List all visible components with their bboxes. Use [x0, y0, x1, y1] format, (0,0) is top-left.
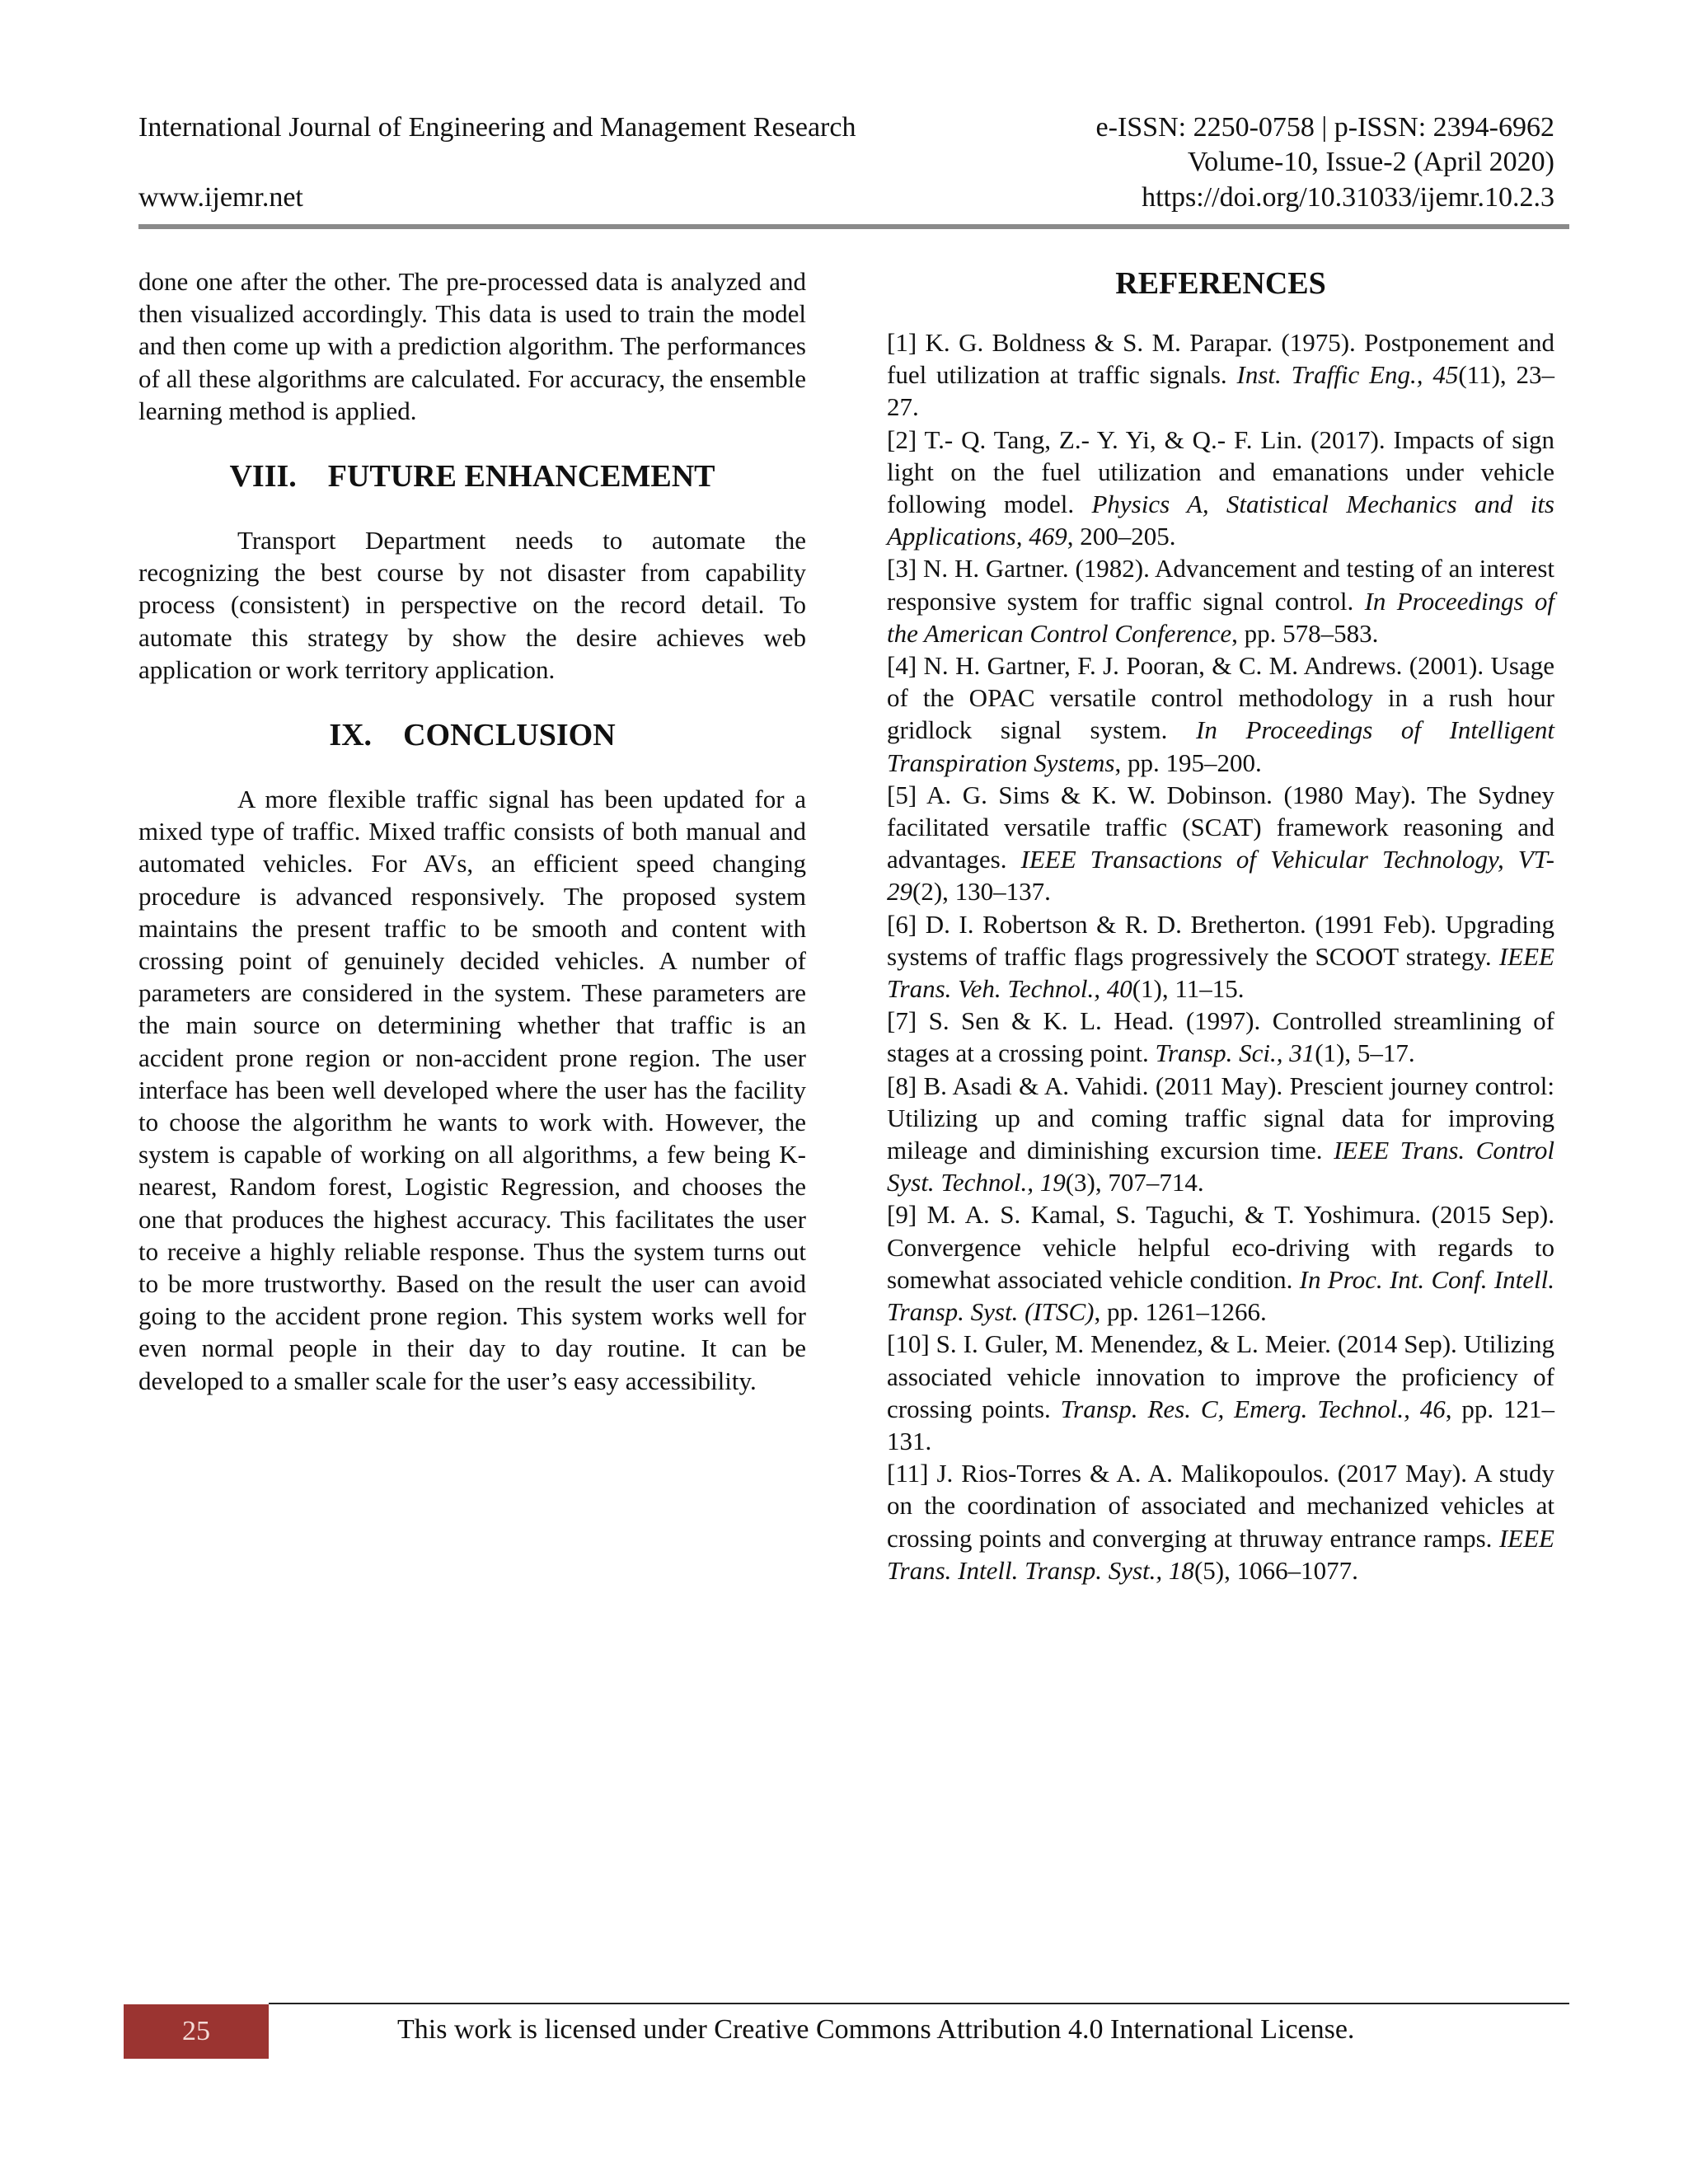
reference-item [887, 1328, 1554, 1457]
future-paragraph: Transport Department needs to automate the recognizing the best course by not disaster from capability process (consistent) in perspective on the record detail. To automate this strategy by show the desire achieves web application or work territory application. [138, 526, 806, 684]
reference-item [887, 424, 1554, 553]
reference-text: [9] M. A. S. Kamal, S. Taguchi, & T. Yoshimura. (2015 Sep). Convergence vehicle helpful eco-driving with regards to somewhat associated vehicle condition. [887, 1200, 1554, 1294]
reference-text: [8] B. Asadi & A. Vahidi. (2011 May). Prescient journey control: Utilizing up and coming traffic signal data for improving mileage and diminishing excursion time. [887, 1071, 1554, 1165]
reference-item [887, 1005, 1554, 1069]
right-column [887, 265, 1554, 1586]
reference-source: Transp. Sci., 31 [1155, 1038, 1315, 1068]
volume-issue: Volume-10, Issue-2 (April 2020) [1187, 147, 1554, 177]
reference-text: [3] N. H. Gartner. (1982). Advancement and testing of an interest responsive system for traffic signal control. [887, 554, 1554, 616]
left-column [138, 265, 806, 1397]
doi-link[interactable]: https://doi.org/10.31033/ijemr.10.2.3 [1142, 182, 1554, 213]
conclusion-paragraph: A more flexible traffic signal has been updated for a mixed type of traffic. Mixed traffic consists of both manual and automated vehicles. For AVs, an efficient speed changing procedure is advanced responsively. The proposed system maintains the present traffic to be smooth and content with crossing point of genuinely decided vehicles. A number of parameters are considered in the system. These parameters are the main source on determining whether that traffic is an accident prone region or non-accident prone region. The user interface has been well developed where the user has the facility to choose the algorithm he wants to work with. However, the system is capable of working on all algorithms, a few being K-nearest, Random forest, Logistic Regression, and chooses the one that produces the highest accuracy. This facilitates the user to receive a highly reliable response. Thus the system turns out to be more trustworthy. Based on the result the user can avoid going to the accident prone region. This system works well for even normal people in their day to day routine. It can be developed to a smaller scale for the user’s easy accessibility. [138, 785, 806, 1395]
section-heading-future [138, 458, 806, 494]
reference-source: In Proceedings of Intelligent Transpiration Systems [887, 715, 1554, 777]
reference-text: [11] J. Rios-Torres & A. A. Malikopoulos. (2017 May). A study on the coordination of associated and mechanized vehicles at crossing points and converging at thruway entrance ramps. [887, 1459, 1554, 1553]
section-title: FUTURE ENHANCEMENT [327, 459, 715, 494]
reference-source: Inst. Traffic Eng., 45 [1236, 360, 1459, 390]
reference-item [887, 1457, 1554, 1586]
reference-list [887, 326, 1554, 1586]
website-link[interactable]: www.ijemr.net [138, 182, 303, 213]
issn: e-ISSN: 2250-0758 | p-ISSN: 2394-6962 [1095, 112, 1554, 143]
reference-item [887, 1070, 1554, 1199]
header-rule [138, 224, 1569, 229]
section-number: VIII. [229, 459, 297, 494]
reference-text: [1] K. G. Boldness & S. M. Parapar. (1975). Postponement and fuel utilization at traffic signals. [887, 328, 1554, 390]
reference-text: [4] N. H. Gartner, F. J. Pooran, & C. M. Andrews. (2001). Usage of the OPAC versatile control methodology in a rush hour gridlock signal system. [887, 651, 1554, 745]
reference-item [887, 326, 1554, 424]
reference-pages: (5), 1066–1077. [1193, 1555, 1358, 1585]
intro-paragraph: done one after the other. The pre-processed data is analyzed and then visualized accordingly. This data is used to train the model and then come up with a prediction algorithm. The performances of all these algorithms are calculated. For accuracy, the ensemble learning method is applied. [138, 267, 806, 425]
license-text: This work is licensed under Creative Commons Attribution 4.0 International License. [397, 2014, 1355, 2045]
reference-text: [5] A. G. Sims & K. W. Dobinson. (1980 May). The Sydney facilitated versatile traffic (SCAT) framework reasoning and advantages. [887, 780, 1554, 874]
reference-source: IEEE Trans. Veh. Technol., 40 [887, 941, 1554, 1004]
reference-text: [10] S. I. Guler, M. Menendez, & L. Meier. (2014 Sep). Utilizing associated vehicle innovation to improve the proficiency of crossing points. [887, 1329, 1554, 1423]
page-number: 25 [124, 2004, 269, 2059]
reference-pages: (1), 11–15. [1132, 974, 1245, 1004]
reference-pages: , pp. 121–131. [887, 1394, 1554, 1455]
reference-source: Transp. Res. C, Emerg. Technol., 46 [1060, 1394, 1446, 1423]
reference-source: IEEE Transactions of Vehicular Technology, VT-29 [887, 845, 1554, 907]
reference-pages: , 200–205. [1067, 522, 1176, 551]
reference-item [887, 779, 1554, 908]
reference-pages: (3), 707–714. [1065, 1168, 1204, 1197]
reference-text: [7] S. Sen & K. L. Head. (1997). Controlled streamlining of stages at a crossing point. [887, 1006, 1554, 1068]
reference-text: [2] T.- Q. Tang, Z.- Y. Yi, & Q.- F. Lin. (2017). Impacts of sign light on the fuel utilization and emanations under vehicle following model. [887, 424, 1554, 519]
reference-item [887, 649, 1554, 779]
reference-pages: , pp. 195–200. [1114, 748, 1262, 777]
reference-pages: , pp. 1261–1266. [1094, 1297, 1267, 1327]
references-heading: REFERENCES [1115, 266, 1326, 301]
reference-source: Physics A, Statistical Mechanics and its Applications, 469 [887, 490, 1554, 551]
section-number: IX. [329, 718, 373, 753]
reference-item [887, 908, 1554, 1005]
reference-source: IEEE Trans. Intell. Transp. Syst., 18 [887, 1523, 1554, 1585]
reference-pages: (11), 23–27. [887, 360, 1554, 422]
journal-name: International Journal of Engineering and Management Research [138, 112, 856, 143]
reference-source: IEEE Trans. Control Syst. Technol., 19 [887, 1136, 1554, 1197]
reference-pages: (2), 130–137. [912, 877, 1051, 907]
reference-item [887, 552, 1554, 649]
reference-pages: , pp. 578–583. [1231, 618, 1379, 648]
reference-text: [6] D. I. Robertson & R. D. Bretherton. (1991 Feb). Upgrading systems of traffic flags progressively the SCOOT strategy. [887, 909, 1554, 971]
reference-source: In Proceedings of the American Control Conference [887, 586, 1554, 648]
section-heading-conclusion [138, 717, 806, 753]
section-title: CONCLUSION [403, 718, 616, 753]
reference-source: In Proc. Int. Conf. Intell. Transp. Syst. (ITSC) [887, 1264, 1554, 1327]
reference-item [887, 1198, 1554, 1328]
reference-pages: (1), 5–17. [1315, 1038, 1415, 1068]
footer-rule [269, 2003, 1569, 2004]
